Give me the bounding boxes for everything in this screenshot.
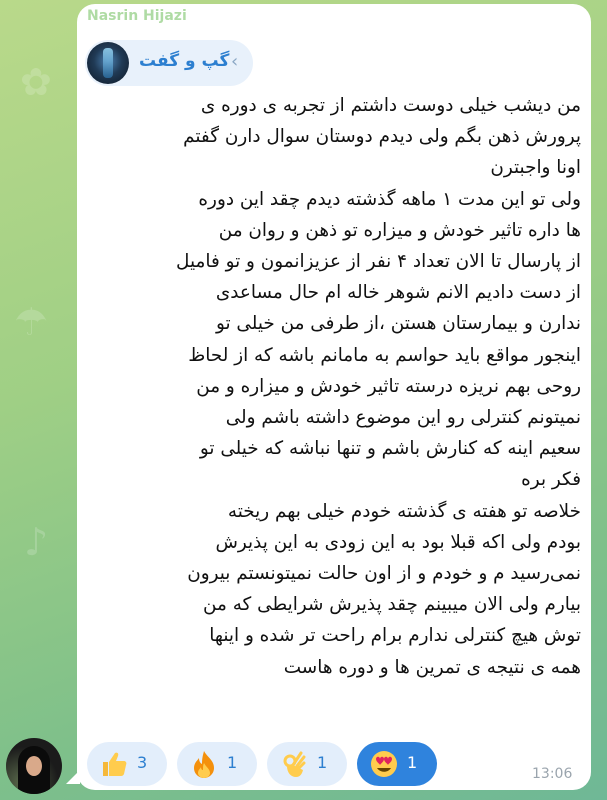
background-doodle: ☂ [14,300,49,344]
message-line: از دست دادیم الانم شوهر خاله ام حال مساعدی [215,282,581,304]
sender-avatar[interactable] [6,738,62,794]
message-line: سعیم اینه که کنارش باشم و تنها نباشه که خیلی تو [199,438,581,460]
reaction-fire[interactable] [177,742,257,786]
fire-icon [189,749,219,779]
message-line: خلاصه تو هفته ی گذشته خودم خیلی بهم ریخته [227,500,581,522]
ok-hand-icon [279,749,309,779]
reaction-count: 3 [137,753,148,772]
background-doodle: ♪ [24,520,49,564]
reaction-count: 1 [407,753,418,772]
message-line: ها داره تاثیر خودش و میزاره تو ذهن و روان من [218,219,581,241]
message-line: روحی بهم نریزه درسته تاثیر خودش و میزاره و من [196,375,581,397]
heart-eyes-icon [369,749,399,779]
reaction-thumbs-up[interactable] [87,742,167,786]
message-line: اونا واجبترن [490,157,581,179]
message-time: 13:06 [532,766,573,782]
reaction-count: 1 [227,753,238,772]
reaction-heart-eyes[interactable] [357,742,437,786]
reaction-ok-hand[interactable] [267,742,347,786]
message-line: بیارم ولی الان میبینم چقد پذیرش شرایطی که من [203,594,581,616]
message-bubble[interactable] [77,4,591,790]
message-line: از پارسال تا الان تعداد ۴ نفر از عزیزانمون و تو فامیل [176,251,581,273]
sender-name[interactable]: Nasrin Hijazi [87,8,187,24]
reaction-count: 1 [317,753,328,772]
group-avatar [87,42,129,84]
reactions-bar [87,742,507,788]
message-line: توش هیچ کنترلی ندارم برام راحت تر شده و اینها [209,625,581,647]
message-line: ندارن و بیمارستان هستن ،از طرفی من خیلی تو [215,313,581,335]
thumbs-up-icon [99,749,129,779]
message-line: نمی‌رسید م و خودم و از اون حالت نمیتونستم بیرون [187,563,581,585]
message-line: پرورش ذهن بگم ولی دیدم دوستان سوال دارن گفتم [183,126,581,148]
message-line: بودم ولی اکه قبلا بود به این زودی به این پذیرش [215,531,581,553]
message-line: اینجور مواقع باید حواسم به مامانم باشه که از لحاظ [188,344,581,366]
background-doodle: ✿ [20,60,52,104]
message-line: من دیشب خیلی دوست داشتم از تجربه ی دوره ی [200,95,581,116]
chevron-left-icon: ‹ [231,51,239,72]
reply-chip-title: گپ و گفت [139,51,230,71]
message-line: همه ی نتیجه ی تمرین ها و دوره هاست [283,656,581,678]
message-line: ولی تو این مدت ۱ ماهه گذشته دیدم چقد این دوره [198,188,581,210]
message-line: فکر بره [521,469,581,491]
reply-chip[interactable] [85,40,253,86]
message-text [97,90,581,683]
message-line: نمیتونم کنترلی رو این موضوع داشته باشم ولی [225,407,581,429]
